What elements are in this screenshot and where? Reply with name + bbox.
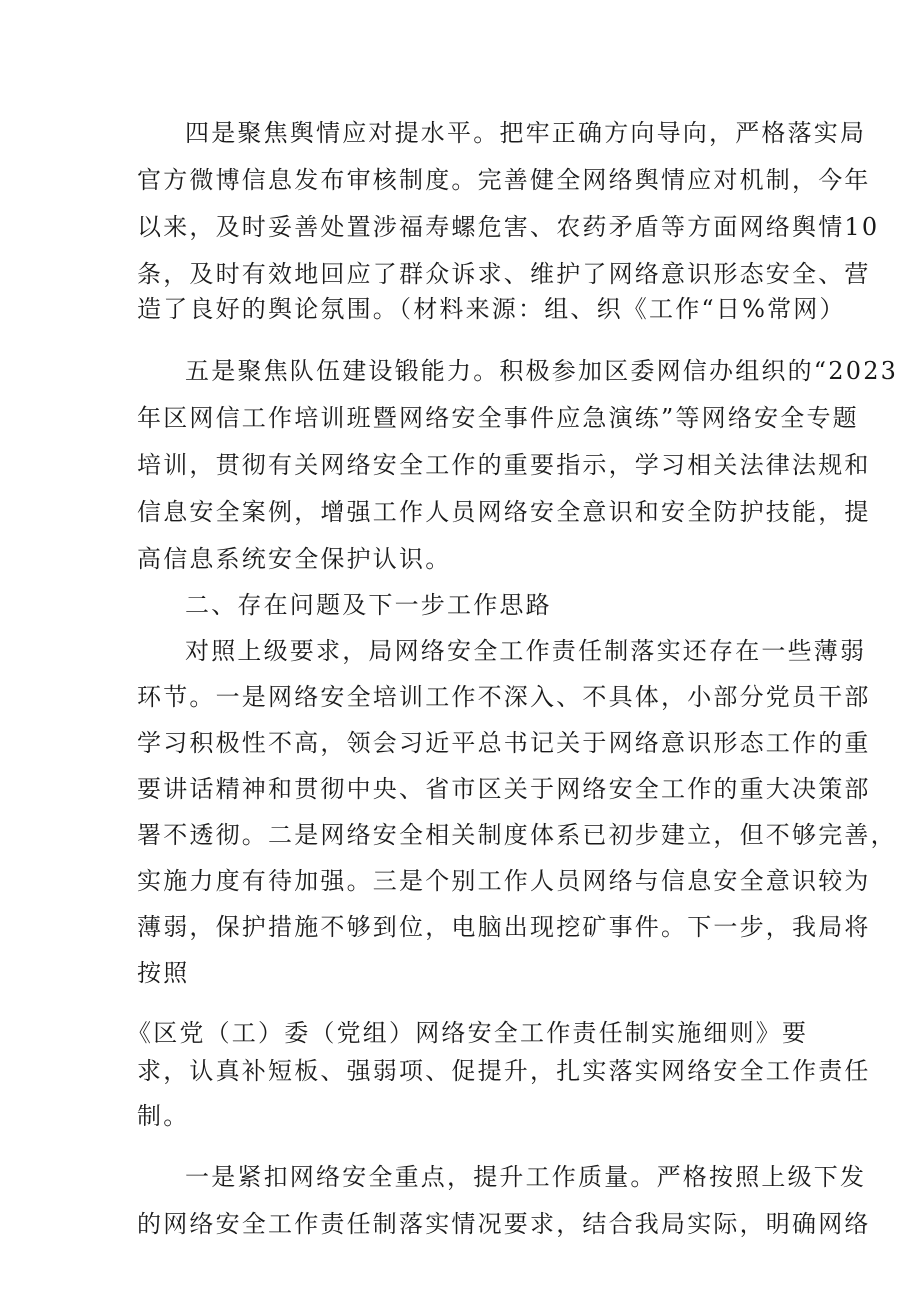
problems-line-4: 要讲话精神和贯彻中央、省市区关于网络安全工作的重大决策部 (137, 775, 871, 803)
paragraph-5-line-3: 培训，贯彻有关网络安全工作的重要指示，学习相关法律法规和 (137, 451, 871, 479)
paragraph-4-line-3: 以来，及时妥善处置涉福寿螺危害、农药矛盾等方面网络舆情10 (137, 213, 880, 241)
paragraph-4-line-4: 条，及时有效地回应了群众诉求、维护了网络意识形态安全、营 (137, 260, 871, 288)
problems-line-3: 学习积极性不高，领会习近平总书记关于网络意识形态工作的重 (137, 729, 871, 757)
regulation-line-1: 《区党（工）委（党组）网络安全工作责任制实施细则》要 (127, 1019, 809, 1047)
regulation-line-2: 求，认真补短板、强弱项、促提升，扎实落实网络安全工作责任 (137, 1057, 871, 1085)
measure-1-line-1: 一是紧扣网络安全重点，提升工作质量。严格按照上级下发 (185, 1163, 867, 1191)
measure-1-line-2: 的网络安全工作责任制落实情况要求，结合我局实际，明确网络 (137, 1210, 871, 1238)
paragraph-4-line-5: 造了良好的舆论氛围。（材料来源：组、织《工作“日%常网） (137, 295, 846, 323)
paragraph-5-line-1: 五是聚焦队伍建设锻能力。积极参加区委网信办组织的“2023 (185, 357, 899, 385)
problems-line-1: 对照上级要求，局网络安全工作责任制落实还存在一些薄弱 (185, 637, 867, 665)
paragraph-5-line-4: 信息安全案例，增强工作人员网络安全意识和安全防护技能，提 (137, 498, 871, 526)
problems-line-6: 实施力度有待加强。三是个别工作人员网络与信息安全意识较为 (137, 867, 871, 895)
section-heading: 二、存在问题及下一步工作思路 (185, 591, 552, 619)
paragraph-5-line-2: 年区网信工作培训班暨网络安全事件应急演练”等网络安全专题 (137, 404, 859, 432)
paragraph-5-line-5: 高信息系统安全保护认识。 (137, 545, 452, 573)
regulation-line-3: 制。 (137, 1102, 190, 1130)
paragraph-4-line-1: 四是聚焦舆情应对提水平。把牢正确方向导向，严格落实局 (185, 119, 867, 147)
problems-line-8: 按照 (137, 959, 190, 987)
paragraph-4-line-2: 官方微博信息发布审核制度。完善健全网络舆情应对机制，今年 (137, 166, 871, 194)
problems-line-5: 署不透彻。二是网络安全相关制度体系已初步建立，但不够完善， (137, 821, 897, 849)
problems-line-7: 薄弱，保护措施不够到位，电脑出现挖矿事件。下一步，我局将 (137, 913, 871, 941)
problems-line-2: 环节。一是网络安全培训工作不深入、不具体，小部分党员干部 (137, 683, 871, 711)
